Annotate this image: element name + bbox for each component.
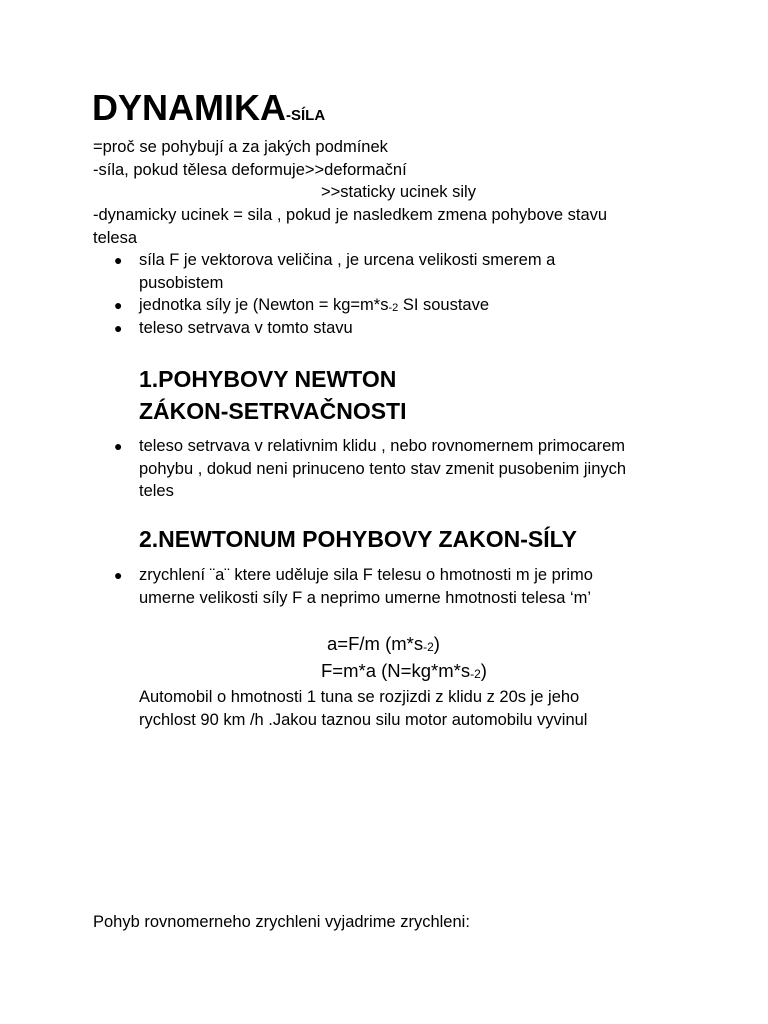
formula-text-end: ) [433, 633, 440, 654]
list-item: teleso setrvava v tomto stavu [139, 319, 353, 337]
unit-exponent: -2 [388, 302, 399, 314]
example-text: Automobil o hmotnosti 1 tuna se rozjizdi z klidu z 20s je jeho [139, 688, 580, 706]
intro-line: telesa [93, 229, 138, 247]
intro-line: >>staticky ucinek sily [321, 183, 476, 201]
unit-text: jednotka síly je (Newton = kg=m*s [139, 296, 389, 314]
formula-exponent: -2 [470, 667, 481, 681]
intro-line: -síla, pokud tělesa deformuje>>deformační [93, 161, 407, 179]
formula-text: a=F/m (m*s [327, 633, 424, 654]
list-item-continuation: teles [139, 482, 174, 500]
formula-exponent: -2 [423, 640, 434, 654]
intro-line: =proč se pohybují a za jakých podmínek [93, 138, 388, 156]
list-item: zrychlení ¨a¨ ktere uděluje sila F telesu o hmotnosti m je primo [139, 566, 593, 584]
section-heading-1: 1.POHYBOVY NEWTON [139, 366, 397, 392]
formula-text-end: ) [480, 660, 487, 681]
bullet-icon: ● [114, 252, 123, 268]
title-suffix: -SÍLA [286, 107, 326, 124]
section-heading-1-cont: ZÁKON-SETRVAČNOSTI [139, 398, 407, 424]
formula-text: F=m*a (N=kg*m*s [321, 660, 471, 681]
bullet-icon: ● [114, 297, 123, 313]
page-title [92, 86, 325, 138]
unit-text-end: SI soustave [398, 296, 490, 314]
title-main: DYNAMIKA [92, 87, 286, 128]
bullet-icon: ● [114, 438, 123, 454]
list-item: síla F je vektorova veličina , je urcena velikosti smerem a [139, 251, 556, 269]
formula-acceleration [327, 632, 440, 659]
formula-force [321, 659, 487, 686]
list-item-continuation: pusobistem [139, 274, 224, 292]
bullet-icon: ● [114, 567, 123, 583]
footer-text: Pohyb rovnomerneho zrychleni vyjadrime zrychleni: [93, 913, 470, 931]
section-heading-2: 2.NEWTONUM POHYBOVY ZAKON-SÍLY [139, 526, 577, 552]
list-item-continuation: umerne velikosti síly F a neprimo umerne hmotnosti telesa ‘m’ [139, 589, 592, 607]
list-item-continuation: pohybu , dokud neni prinuceno tento stav zmenit pusobenim jinych [139, 460, 627, 478]
list-item: teleso setrvava v relativnim klidu , nebo rovnomernem primocarem [139, 437, 626, 455]
example-text: rychlost 90 km /h .Jakou taznou silu motor automobilu vyvinul [139, 711, 588, 729]
intro-line: -dynamicky ucinek = sila , pokud je nasledkem zmena pohybove stavu [93, 206, 608, 224]
bullet-icon: ● [114, 320, 123, 336]
list-item [139, 294, 489, 319]
